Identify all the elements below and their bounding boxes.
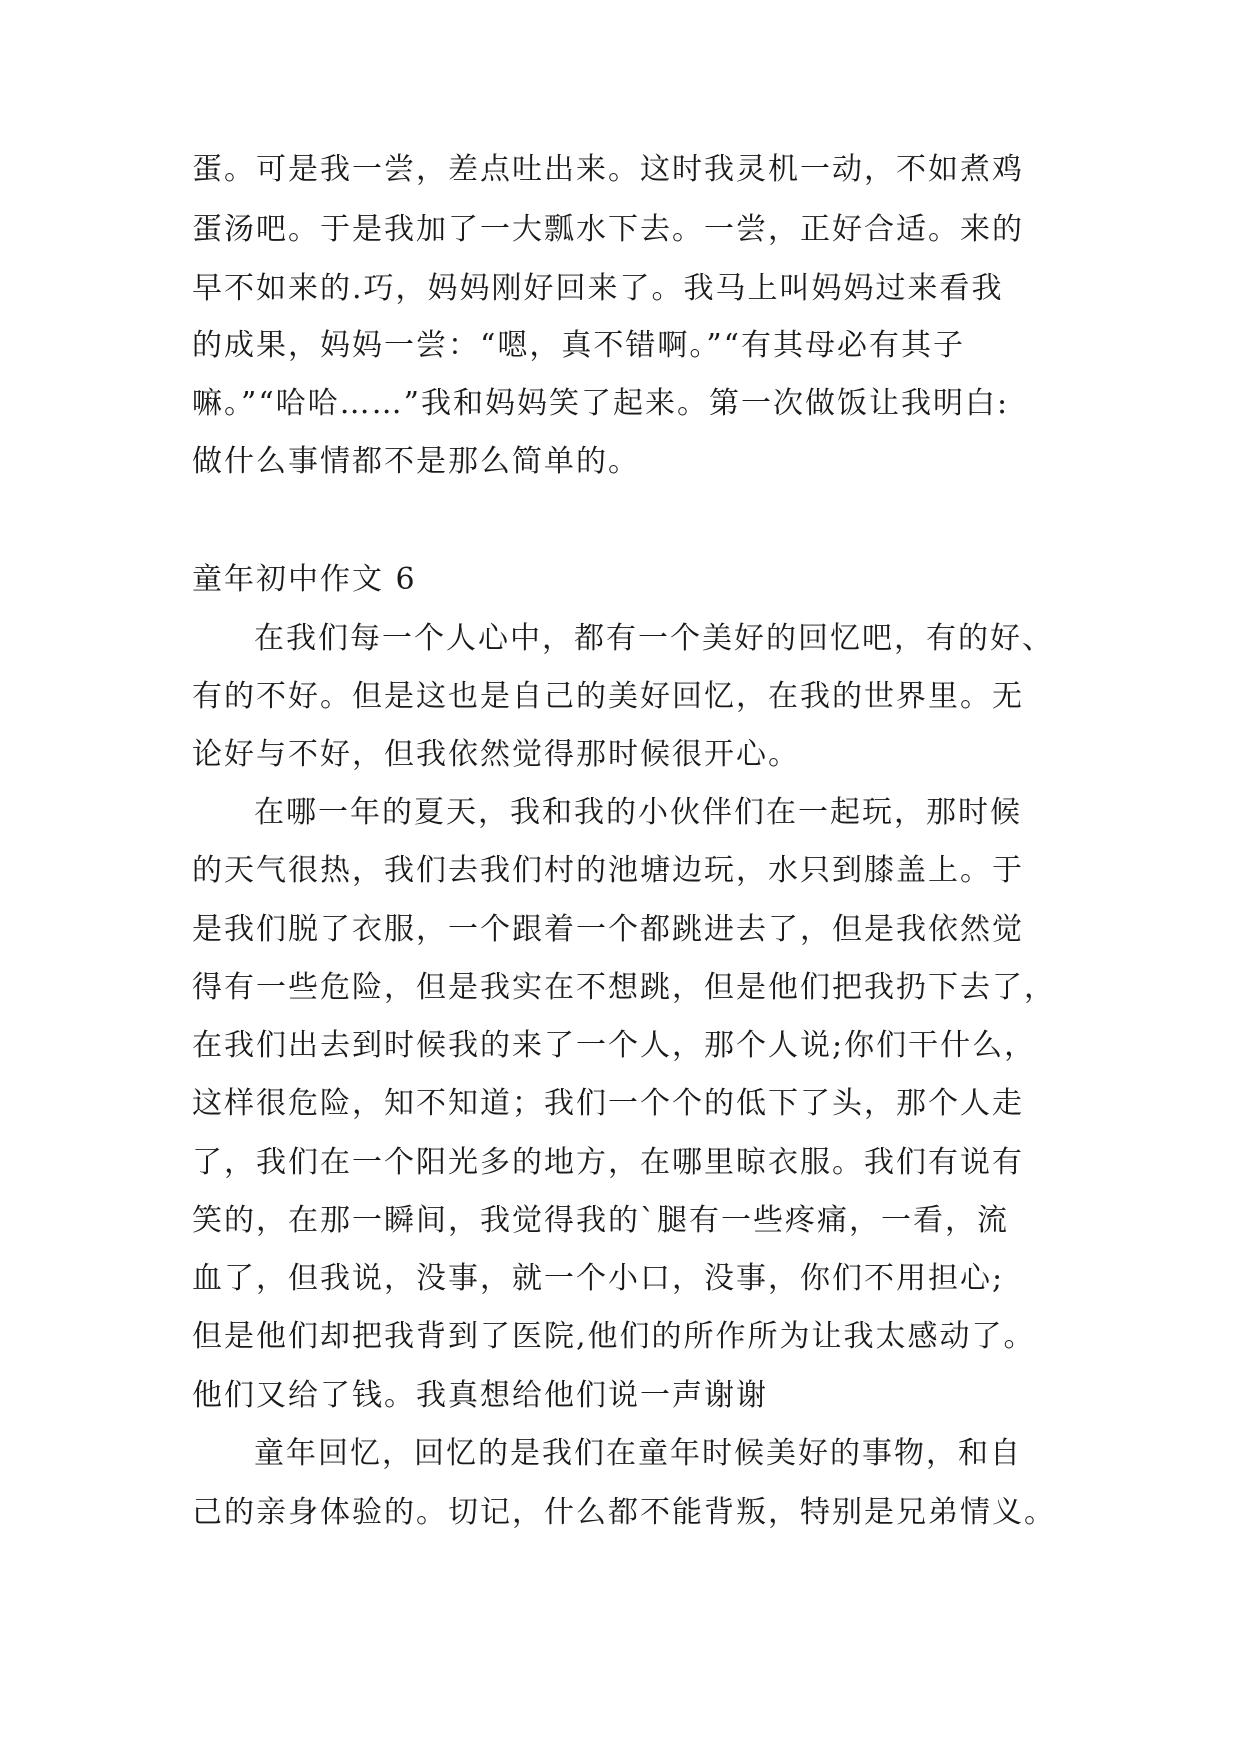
text-line: 早不如来的.巧，妈妈刚好回来了。我马上叫妈妈过来看我 [192,271,1004,306]
text-line: 做什么事情都不是那么简单的。 [192,444,640,479]
text-line: 的天气很热，我们去我们村的池塘边玩，水只到膝盖上。于 [192,853,1024,888]
text-line: 是我们脱了衣服，一个跟着一个都跳进去了，但是我依然觉 [192,912,1024,947]
text-line: 的成果，妈妈一尝：“嗯，真不错啊。”“有其母必有其子 [192,328,966,363]
text-line: 这样很危险，知不知道；我们一个个的低下了头，那个人走 [192,1086,1024,1121]
text-line: 童年回忆，回忆的是我们在童年时候美好的事物，和自 [254,1436,1022,1471]
text-line: 得有一些危险，但是我实在不想跳，但是他们把我扔下去了， [192,970,1056,1005]
text-line: 血了，但我说，没事，就一个小口，没事，你们不用担心; [192,1261,1005,1296]
text-line: 有的不好。但是这也是自己的美好回忆，在我的世界里。无 [192,679,1024,714]
text-line: 蛋汤吧。于是我加了一大瓢水下去。一尝，正好合适。来的 [192,212,1024,247]
text-line: 了，我们在一个阳光多的地方，在哪里晾衣服。我们有说有 [192,1145,1024,1180]
section-title: 童年初中作文 6 [192,562,417,597]
text-line: 嘛。”“哈哈……”我和妈妈笑了起来。第一次做饭让我明白: [192,386,1010,421]
text-line: 他们又给了钱。我真想给他们说一声谢谢 [192,1378,768,1413]
text-line: 在我们出去到时候我的来了一个人，那个人说;你们干什么， [192,1028,1037,1063]
text-line: 己的亲身体验的。切记，什么都不能背叛，特别是兄弟情义。 [192,1495,1056,1530]
text-line: 但是他们却把我背到了医院,他们的所作所为让我太感动了。 [192,1319,1036,1354]
text-line: 在我们每一个人心中，都有一个美好的回忆吧，有的好、 [254,621,1054,656]
text-line: 蛋。可是我一尝，差点吐出来。这时我灵机一动，不如煮鸡 [192,152,1024,187]
text-line: 在哪一年的夏天，我和我的小伙伴们在一起玩，那时候 [254,795,1022,830]
text-line: 论好与不好，但我依然觉得那时候很开心。 [192,737,800,772]
text-line: 笑的，在那一瞬间，我觉得我的`腿有一些疼痛，一看，流 [192,1203,1009,1238]
